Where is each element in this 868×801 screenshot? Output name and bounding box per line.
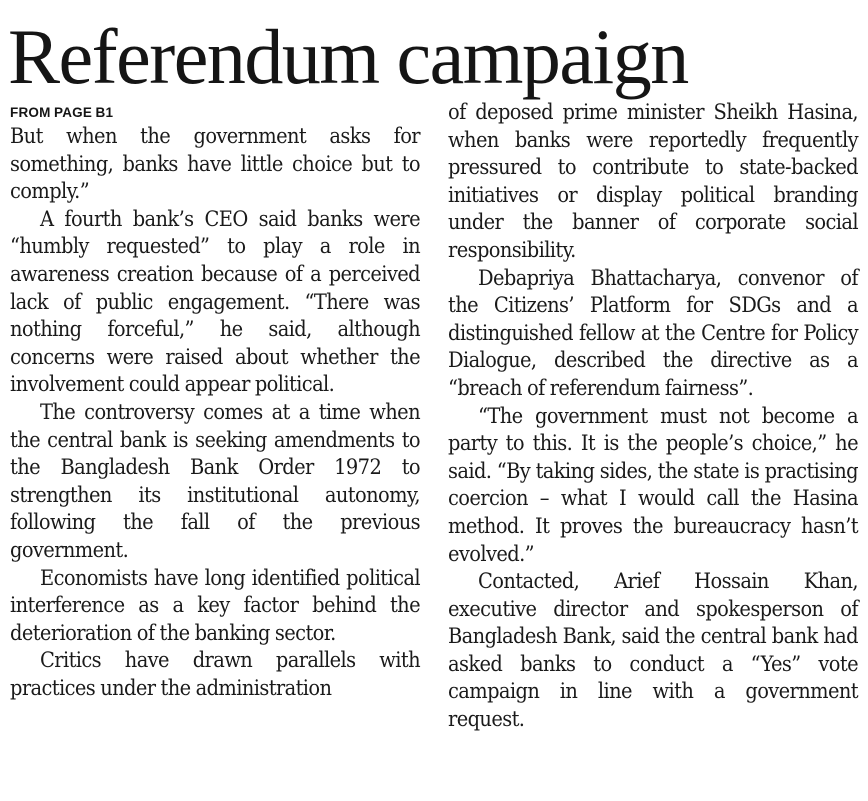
paragraph: The controversy comes at a time when the central bank is seeking amendments to the Bangladesh Bank Order 1972 to strengthen its institutional autonomy, following the fall of the previous government. bbox=[10, 399, 420, 563]
paragraph: “The government must not become a party to this. It is the people’s choice,” he said. “By taking sides, the state is practising coercion – what I would call the Hasina method. It proves the bureaucracy hasn’t evolved.” bbox=[448, 403, 858, 567]
paragraph: Critics have drawn parallels with practices under the administration bbox=[10, 648, 420, 701]
article-column-left bbox=[10, 99, 420, 702]
headline: Referendum campaign bbox=[8, 13, 688, 100]
paragraph: A fourth bank’s CEO said banks were “humbly requested” to play a role in awareness creation because of a perceived lack of public engagement. “There was nothing forceful,” he said, although concerns were raised about whether the involvement could appear political. bbox=[10, 206, 420, 398]
article-column-right bbox=[448, 99, 858, 734]
paragraph: Contacted, Arief Hossain Khan, executive director and spokesperson of Bangladesh Bank, said the central bank had asked banks to conduct a “Yes” vote campaign in line with a government request. bbox=[448, 569, 858, 733]
paragraph: But when the government asks for something, banks have little choice but to comply.” bbox=[10, 124, 420, 205]
paragraph: of deposed prime minister Sheikh Hasina, when banks were reportedly frequently pressured to contribute to state-backed initiatives or display political branding under the banner of corporate social responsibility. bbox=[448, 100, 858, 263]
continuation-kicker: FROM PAGE B1 bbox=[10, 105, 114, 120]
paragraph: Debapriya Bhattacharya, convenor of the Citizens’ Platform for SDGs and a distinguished fellow at the Centre for Policy Dialogue, described the directive as a “breach of referendum fairness”. bbox=[448, 265, 858, 401]
paragraph: Economists have long identified political interference as a key factor behind the deterioration of the banking sector. bbox=[10, 565, 420, 646]
